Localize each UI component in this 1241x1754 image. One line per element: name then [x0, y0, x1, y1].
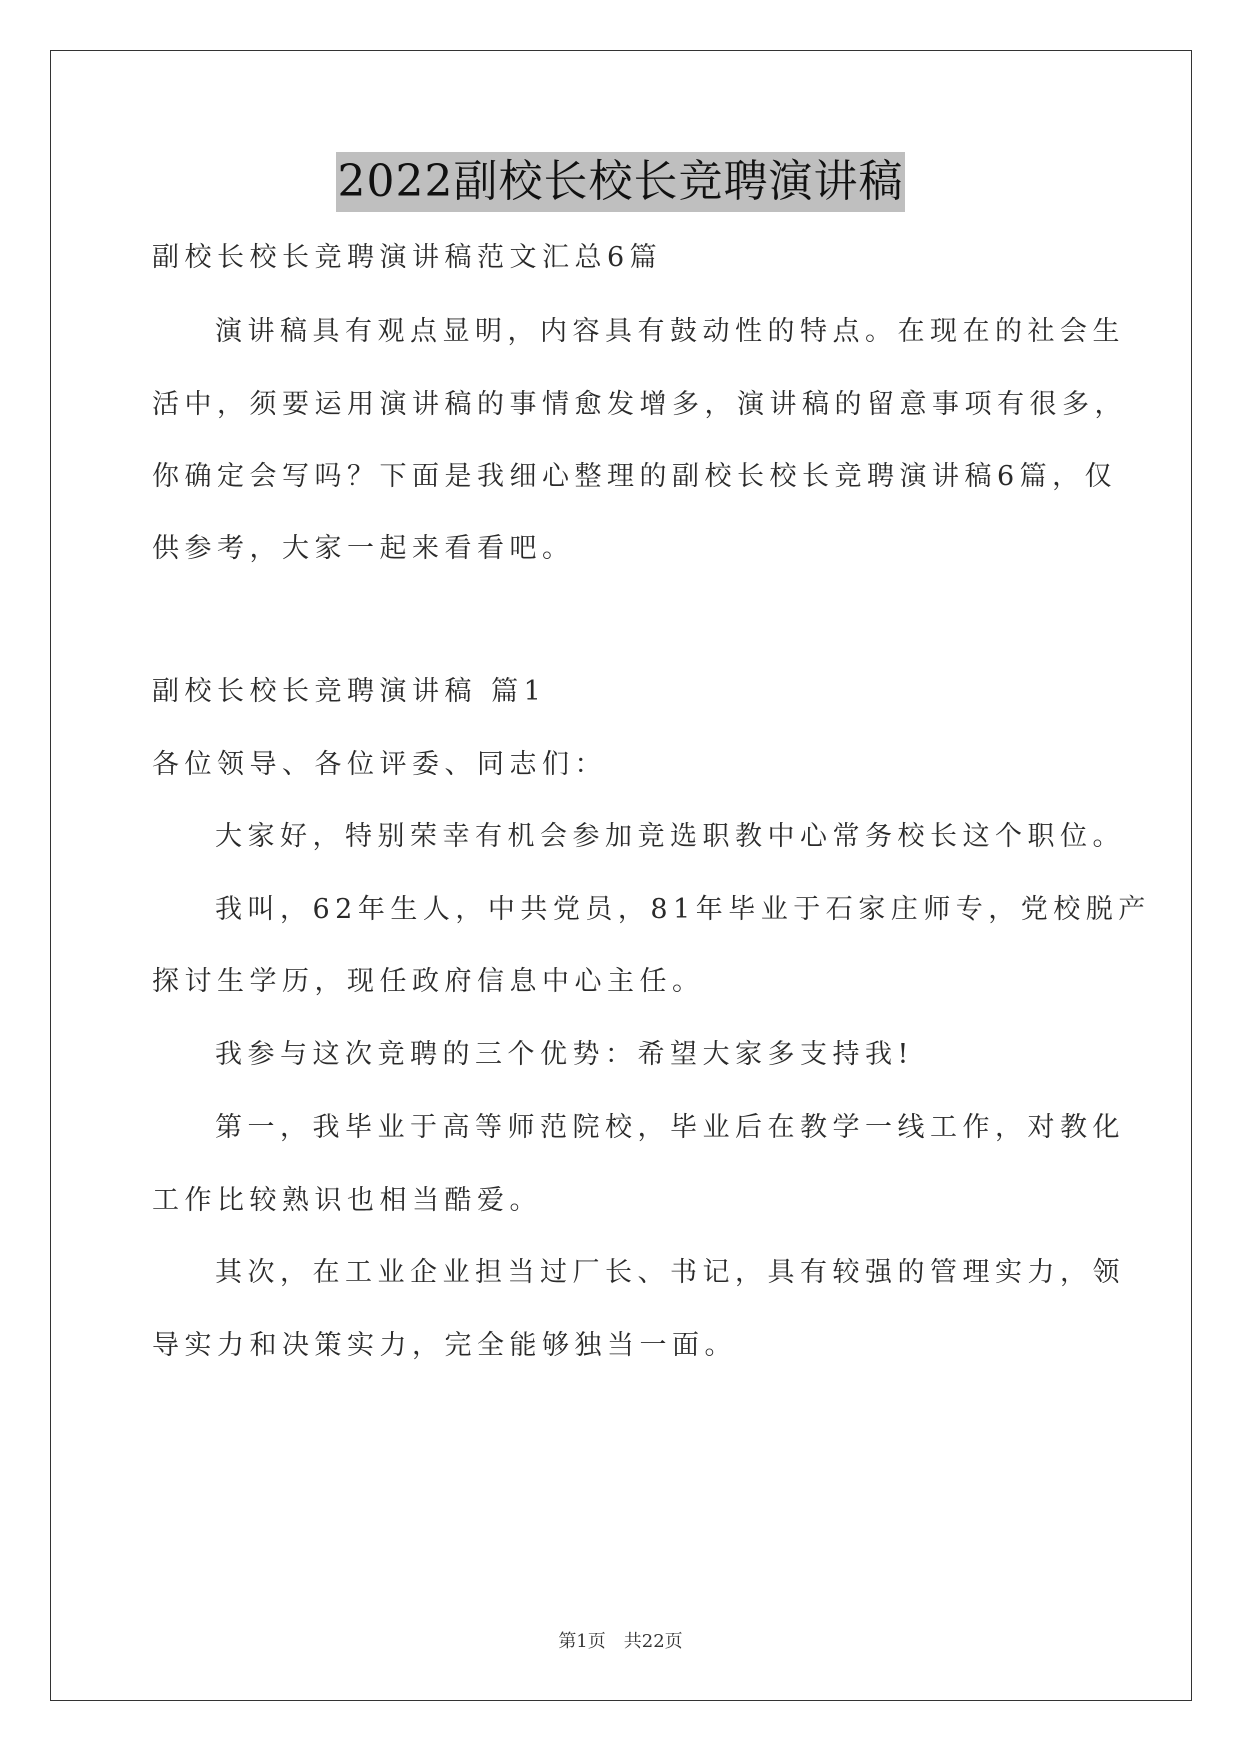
body-line-2: 我叫，62年生人，中共党员，81年毕业于石家庄师专，党校脱产: [215, 894, 1151, 925]
body-line-3: 探讨生学历，现任政府信息中心主任。: [152, 966, 705, 997]
document-subtitle: 副校长校长竞聘演讲稿范文汇总6篇: [152, 242, 663, 273]
intro-line-1: 演讲稿具有观点显明，内容具有鼓动性的特点。在现在的社会生: [215, 316, 1125, 347]
body-line-4: 我参与这次竞聘的三个优势：希望大家多支持我!: [215, 1039, 914, 1070]
body-line-7: 其次，在工业企业担当过厂长、书记，具有较强的管理实力，领: [215, 1257, 1125, 1288]
page-number-current: 第1页: [558, 1631, 606, 1652]
section-heading: 副校长校长竞聘演讲稿 篇1: [152, 676, 547, 707]
body-line-5: 第一，我毕业于高等师范院校，毕业后在教学一线工作，对教化: [215, 1112, 1125, 1143]
title-container: [0, 152, 1241, 212]
body-line-8: 导实力和决策实力，完全能够独当一面。: [152, 1330, 737, 1361]
intro-line-3: 你确定会写吗？下面是我细心整理的副校长校长竞聘演讲稿6篇，仅: [152, 461, 1118, 492]
page-footer: [0, 1630, 1241, 1654]
page-number-total: 共22页: [623, 1631, 683, 1652]
intro-line-2: 活中，须要运用演讲稿的事情愈发增多，演讲稿的留意事项有很多，: [152, 389, 1127, 420]
page-border: [50, 50, 1192, 1701]
document-title: 2022副校长校长竞聘演讲稿: [336, 152, 906, 212]
salutation: 各位领导、各位评委、同志们：: [152, 749, 607, 780]
body-line-6: 工作比较熟识也相当酷爱。: [152, 1185, 542, 1216]
body-line-1: 大家好，特别荣幸有机会参加竞选职教中心常务校长这个职位。: [215, 821, 1125, 852]
intro-line-4: 供参考，大家一起来看看吧。: [152, 533, 575, 564]
